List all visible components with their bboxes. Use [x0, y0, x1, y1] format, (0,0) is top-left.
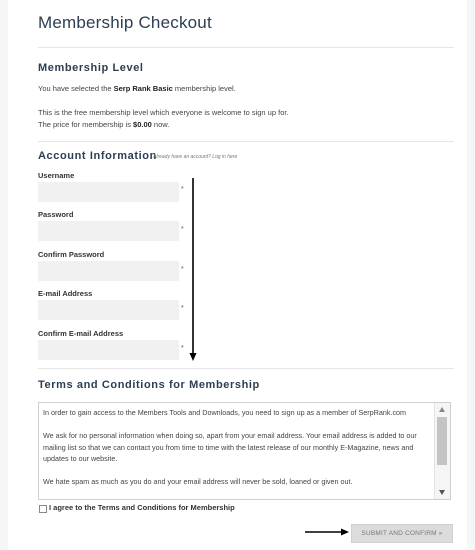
- submit-button[interactable]: SUBMIT AND CONFIRM »: [351, 524, 453, 543]
- divider: [38, 47, 454, 48]
- password-input[interactable]: [38, 221, 179, 241]
- confirm-email-label: Confirm E-mail Address: [38, 329, 124, 338]
- scroll-down-icon[interactable]: [439, 490, 445, 495]
- down-arrow-annotation: [188, 178, 198, 362]
- agree-checkbox[interactable]: [39, 505, 47, 513]
- confirm-email-input[interactable]: [38, 340, 179, 360]
- confirm-password-label: Confirm Password: [38, 250, 105, 259]
- price-suffix: now.: [151, 120, 170, 129]
- selected-level-text: [38, 84, 236, 93]
- selected-prefix: You have selected the: [38, 84, 114, 93]
- required-mark: *: [181, 305, 184, 312]
- terms-paragraph: We ask for no personal information when doing so, apart from your email address. Your email address is added to our mailing list so that we can contact you from time to time with the latest release of our monthly E-Magazine, news and updates to our website.: [43, 431, 417, 463]
- username-input[interactable]: [38, 182, 179, 202]
- required-mark: *: [181, 345, 184, 352]
- selected-suffix: membership level.: [172, 84, 236, 93]
- username-label: Username: [38, 171, 75, 180]
- email-input[interactable]: [38, 300, 179, 320]
- level-name: Serp Rank Basic: [113, 84, 173, 93]
- terms-text: [43, 407, 433, 499]
- divider: [38, 141, 454, 142]
- price-value: $0.00: [133, 120, 152, 129]
- agree-label[interactable]: I agree to the Terms and Conditions for Membership: [49, 503, 235, 512]
- terms-scrollbar[interactable]: [434, 403, 450, 499]
- divider: [38, 368, 454, 369]
- membership-level-heading: Membership Level: [38, 62, 144, 74]
- terms-paragraph: We hate spam as much as you do and your email address will never be sold, loaned or given out.: [43, 477, 353, 486]
- price-text: [38, 120, 169, 129]
- checkout-page: [8, 0, 467, 550]
- page-title: Membership Checkout: [38, 13, 212, 32]
- required-mark: *: [181, 186, 184, 193]
- terms-textarea[interactable]: [38, 402, 451, 500]
- right-arrow-annotation: [305, 527, 349, 537]
- scrollbar-thumb[interactable]: [437, 417, 447, 465]
- price-prefix: The price for membership is: [38, 120, 134, 129]
- confirm-password-input[interactable]: [38, 261, 179, 281]
- level-description: This is the free membership level which everyone is welcome to sign up for.: [38, 108, 289, 117]
- account-info-heading: Account Information: [38, 150, 157, 162]
- terms-paragraph: In order to gain access to the Members Tools and Downloads, you need to sign up as a member of SerpRank.com: [43, 408, 407, 417]
- scroll-up-icon[interactable]: [439, 407, 445, 412]
- required-mark: *: [181, 226, 184, 233]
- login-link[interactable]: Already have an account? Log in here: [153, 154, 238, 160]
- terms-heading: Terms and Conditions for Membership: [38, 379, 260, 391]
- password-label: Password: [38, 210, 74, 219]
- email-label: E-mail Address: [38, 289, 93, 298]
- required-mark: *: [181, 266, 184, 273]
